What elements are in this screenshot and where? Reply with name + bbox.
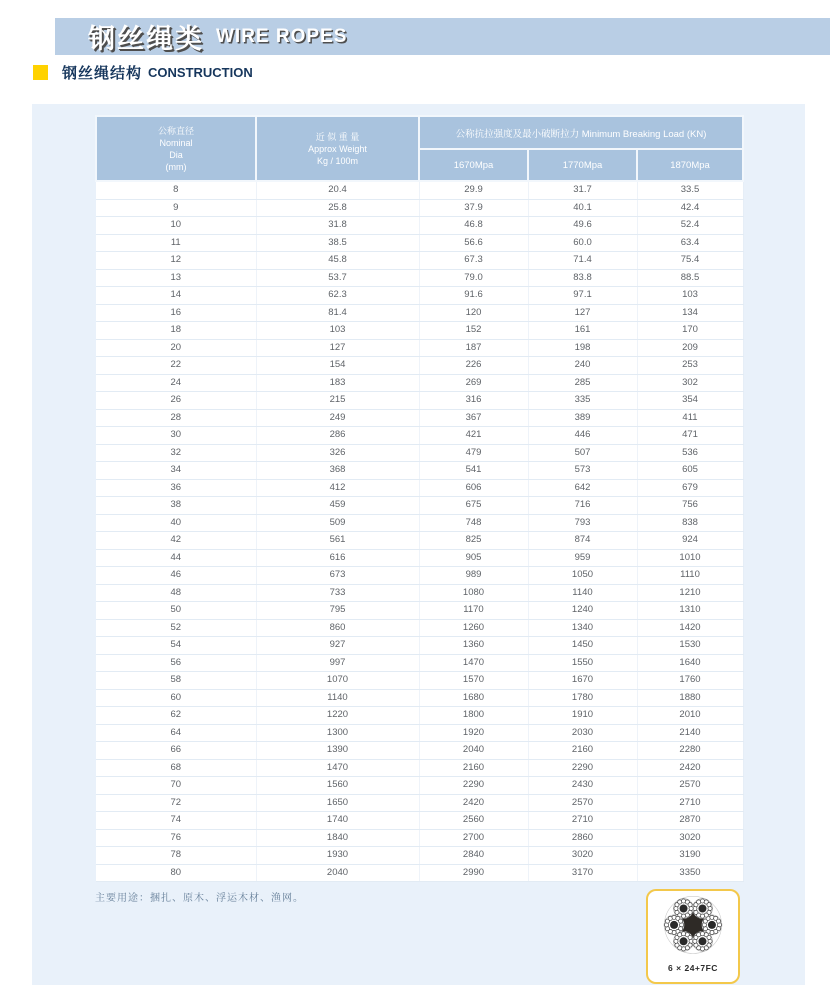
table-row <box>96 409 743 427</box>
cell-dia: 8 <box>96 181 256 199</box>
cell-dia: 46 <box>96 567 256 585</box>
cell-dia: 12 <box>96 252 256 270</box>
cell-weight: 1470 <box>256 759 419 777</box>
table-row <box>96 742 743 760</box>
cell-1670: 56.6 <box>419 234 528 252</box>
cell-dia: 62 <box>96 707 256 725</box>
cell-1670: 2040 <box>419 742 528 760</box>
section-heading <box>33 62 253 82</box>
cell-dia: 30 <box>96 427 256 445</box>
cell-1670: 29.9 <box>419 181 528 199</box>
cell-weight: 412 <box>256 479 419 497</box>
cell-1870: 2710 <box>637 794 743 812</box>
cell-weight: 616 <box>256 549 419 567</box>
table-row <box>96 339 743 357</box>
cell-1870: 33.5 <box>637 181 743 199</box>
cell-1770: 389 <box>528 409 637 427</box>
cell-dia: 44 <box>96 549 256 567</box>
cell-1670: 825 <box>419 532 528 550</box>
cell-weight: 509 <box>256 514 419 532</box>
cell-1770: 2030 <box>528 724 637 742</box>
table-row <box>96 269 743 287</box>
cell-1670: 316 <box>419 392 528 410</box>
cell-1770: 40.1 <box>528 199 637 217</box>
table-row <box>96 794 743 812</box>
cell-weight: 81.4 <box>256 304 419 322</box>
cell-1770: 83.8 <box>528 269 637 287</box>
spec-table-header <box>96 116 743 181</box>
cell-weight: 154 <box>256 357 419 375</box>
table-row <box>96 549 743 567</box>
cell-1870: 605 <box>637 462 743 480</box>
cell-1870: 1210 <box>637 584 743 602</box>
cell-1770: 1340 <box>528 619 637 637</box>
cell-1770: 874 <box>528 532 637 550</box>
cell-1770: 1550 <box>528 654 637 672</box>
cell-1770: 642 <box>528 479 637 497</box>
cell-1870: 679 <box>637 479 743 497</box>
cell-weight: 326 <box>256 444 419 462</box>
cell-1870: 1760 <box>637 672 743 690</box>
cell-dia: 78 <box>96 847 256 865</box>
cell-dia: 80 <box>96 864 256 882</box>
table-row <box>96 357 743 375</box>
cell-weight: 215 <box>256 392 419 410</box>
cell-dia: 9 <box>96 199 256 217</box>
table-row <box>96 392 743 410</box>
cell-1870: 3020 <box>637 829 743 847</box>
cell-1670: 1800 <box>419 707 528 725</box>
cell-dia: 32 <box>96 444 256 462</box>
header-1770mpa: 1770Mpa <box>528 149 637 181</box>
cell-1770: 1670 <box>528 672 637 690</box>
cell-1770: 2710 <box>528 812 637 830</box>
cell-1670: 1360 <box>419 637 528 655</box>
cell-1770: 716 <box>528 497 637 515</box>
cell-weight: 1300 <box>256 724 419 742</box>
cell-1670: 2840 <box>419 847 528 865</box>
cell-weight: 25.8 <box>256 199 419 217</box>
cell-dia: 64 <box>96 724 256 742</box>
table-row <box>96 199 743 217</box>
cell-weight: 1650 <box>256 794 419 812</box>
table-row <box>96 777 743 795</box>
cell-1770: 127 <box>528 304 637 322</box>
cell-1670: 120 <box>419 304 528 322</box>
cell-dia: 58 <box>96 672 256 690</box>
cell-dia: 66 <box>96 742 256 760</box>
cell-1870: 75.4 <box>637 252 743 270</box>
cell-weight: 1740 <box>256 812 419 830</box>
cell-1770: 573 <box>528 462 637 480</box>
table-row <box>96 497 743 515</box>
cell-1870: 1530 <box>637 637 743 655</box>
cell-1870: 253 <box>637 357 743 375</box>
cell-weight: 368 <box>256 462 419 480</box>
table-row <box>96 707 743 725</box>
cell-dia: 60 <box>96 689 256 707</box>
table-row <box>96 427 743 445</box>
cell-1670: 1680 <box>419 689 528 707</box>
cell-dia: 76 <box>96 829 256 847</box>
cell-1770: 1140 <box>528 584 637 602</box>
cell-dia: 56 <box>96 654 256 672</box>
cell-1870: 134 <box>637 304 743 322</box>
cell-1770: 2430 <box>528 777 637 795</box>
cell-1670: 79.0 <box>419 269 528 287</box>
cell-1670: 152 <box>419 322 528 340</box>
cell-weight: 183 <box>256 374 419 392</box>
cell-dia: 40 <box>96 514 256 532</box>
table-row <box>96 322 743 340</box>
page-banner <box>55 18 830 55</box>
cell-1670: 989 <box>419 567 528 585</box>
cell-weight: 459 <box>256 497 419 515</box>
table-row <box>96 584 743 602</box>
cell-1770: 1450 <box>528 637 637 655</box>
cell-weight: 860 <box>256 619 419 637</box>
cell-1870: 924 <box>637 532 743 550</box>
cell-1770: 198 <box>528 339 637 357</box>
cell-dia: 54 <box>96 637 256 655</box>
usage-note: 主要用途：捆扎、原木、浮运木材、渔网。 <box>95 893 304 904</box>
cell-1770: 959 <box>528 549 637 567</box>
cell-1670: 2560 <box>419 812 528 830</box>
table-row <box>96 181 743 199</box>
cell-1870: 471 <box>637 427 743 445</box>
banner-title-en: WIRE ROPES <box>216 25 348 47</box>
banner-title-zh: 钢丝绳类 <box>88 24 204 54</box>
cell-weight: 561 <box>256 532 419 550</box>
cell-1870: 302 <box>637 374 743 392</box>
cell-1870: 354 <box>637 392 743 410</box>
cell-dia: 34 <box>96 462 256 480</box>
cell-dia: 50 <box>96 602 256 620</box>
spec-table <box>95 115 744 882</box>
cell-weight: 1070 <box>256 672 419 690</box>
cell-1670: 675 <box>419 497 528 515</box>
cell-1670: 1570 <box>419 672 528 690</box>
table-row <box>96 479 743 497</box>
cell-weight: 45.8 <box>256 252 419 270</box>
cell-1670: 479 <box>419 444 528 462</box>
cell-dia: 24 <box>96 374 256 392</box>
rope-cross-section-icon <box>654 894 732 962</box>
cell-1670: 1080 <box>419 584 528 602</box>
table-row <box>96 847 743 865</box>
cell-1870: 1880 <box>637 689 743 707</box>
table-row <box>96 829 743 847</box>
table-row <box>96 444 743 462</box>
table-row <box>96 567 743 585</box>
cell-weight: 1930 <box>256 847 419 865</box>
cell-dia: 22 <box>96 357 256 375</box>
cell-1870: 2280 <box>637 742 743 760</box>
cell-dia: 14 <box>96 287 256 305</box>
cell-1770: 2290 <box>528 759 637 777</box>
cell-1770: 1910 <box>528 707 637 725</box>
cell-dia: 10 <box>96 217 256 235</box>
cell-1870: 2870 <box>637 812 743 830</box>
cell-1770: 1780 <box>528 689 637 707</box>
cell-1870: 209 <box>637 339 743 357</box>
cell-weight: 733 <box>256 584 419 602</box>
spec-table-body <box>96 181 743 882</box>
table-row <box>96 637 743 655</box>
cell-1770: 97.1 <box>528 287 637 305</box>
table-row <box>96 217 743 235</box>
cell-1770: 3170 <box>528 864 637 882</box>
table-row <box>96 514 743 532</box>
cell-1870: 42.4 <box>637 199 743 217</box>
table-row <box>96 759 743 777</box>
cell-dia: 72 <box>96 794 256 812</box>
cell-weight: 249 <box>256 409 419 427</box>
cell-weight: 673 <box>256 567 419 585</box>
cell-dia: 36 <box>96 479 256 497</box>
cell-1670: 37.9 <box>419 199 528 217</box>
cell-dia: 38 <box>96 497 256 515</box>
cell-weight: 53.7 <box>256 269 419 287</box>
cell-weight: 1140 <box>256 689 419 707</box>
cell-1670: 1470 <box>419 654 528 672</box>
cell-dia: 11 <box>96 234 256 252</box>
cell-1670: 606 <box>419 479 528 497</box>
header-approx-weight: 近 似 重 量 Approx Weight Kg / 100m <box>256 116 419 181</box>
cell-1670: 67.3 <box>419 252 528 270</box>
cell-1770: 2570 <box>528 794 637 812</box>
cell-1870: 2570 <box>637 777 743 795</box>
cell-1670: 421 <box>419 427 528 445</box>
cell-weight: 62.3 <box>256 287 419 305</box>
cell-1670: 46.8 <box>419 217 528 235</box>
table-row <box>96 532 743 550</box>
table-row <box>96 672 743 690</box>
cell-1870: 1110 <box>637 567 743 585</box>
cell-1670: 1170 <box>419 602 528 620</box>
cell-weight: 795 <box>256 602 419 620</box>
cell-1770: 1240 <box>528 602 637 620</box>
header-1670mpa: 1670Mpa <box>419 149 528 181</box>
cell-dia: 13 <box>96 269 256 287</box>
cell-1670: 905 <box>419 549 528 567</box>
table-row <box>96 812 743 830</box>
cell-dia: 20 <box>96 339 256 357</box>
cell-1670: 1920 <box>419 724 528 742</box>
cell-dia: 16 <box>96 304 256 322</box>
cell-1670: 2700 <box>419 829 528 847</box>
cell-weight: 20.4 <box>256 181 419 199</box>
table-row <box>96 287 743 305</box>
cell-1870: 1310 <box>637 602 743 620</box>
table-row <box>96 689 743 707</box>
cell-1670: 748 <box>419 514 528 532</box>
cell-1870: 536 <box>637 444 743 462</box>
cell-1770: 285 <box>528 374 637 392</box>
cell-1770: 31.7 <box>528 181 637 199</box>
table-row <box>96 234 743 252</box>
cell-weight: 286 <box>256 427 419 445</box>
cell-1770: 1050 <box>528 567 637 585</box>
cell-1670: 541 <box>419 462 528 480</box>
cell-1770: 2160 <box>528 742 637 760</box>
cell-dia: 74 <box>96 812 256 830</box>
cell-1770: 161 <box>528 322 637 340</box>
cell-weight: 1390 <box>256 742 419 760</box>
cell-1870: 2140 <box>637 724 743 742</box>
cell-weight: 1220 <box>256 707 419 725</box>
table-row <box>96 724 743 742</box>
cell-1670: 226 <box>419 357 528 375</box>
cell-1870: 103 <box>637 287 743 305</box>
cell-weight: 1560 <box>256 777 419 795</box>
cell-1670: 2160 <box>419 759 528 777</box>
cell-1870: 52.4 <box>637 217 743 235</box>
cell-dia: 68 <box>96 759 256 777</box>
section-title-en: CONSTRUCTION <box>148 64 253 80</box>
cell-1670: 2990 <box>419 864 528 882</box>
cell-1870: 63.4 <box>637 234 743 252</box>
cell-1670: 2420 <box>419 794 528 812</box>
cell-weight: 31.8 <box>256 217 419 235</box>
rope-caption: 6 × 24+7FC <box>668 963 718 973</box>
table-row <box>96 304 743 322</box>
cell-1770: 335 <box>528 392 637 410</box>
cell-dia: 48 <box>96 584 256 602</box>
table-row <box>96 602 743 620</box>
cell-1870: 1010 <box>637 549 743 567</box>
cell-dia: 52 <box>96 619 256 637</box>
cell-dia: 18 <box>96 322 256 340</box>
cell-weight: 927 <box>256 637 419 655</box>
rope-card <box>646 889 740 984</box>
cell-1870: 3190 <box>637 847 743 865</box>
table-row <box>96 252 743 270</box>
cell-1870: 411 <box>637 409 743 427</box>
cell-1770: 60.0 <box>528 234 637 252</box>
cell-1870: 88.5 <box>637 269 743 287</box>
cell-1870: 1640 <box>637 654 743 672</box>
table-row <box>96 619 743 637</box>
cell-1670: 269 <box>419 374 528 392</box>
cell-1770: 71.4 <box>528 252 637 270</box>
table-row <box>96 374 743 392</box>
cell-1670: 2290 <box>419 777 528 795</box>
table-row <box>96 654 743 672</box>
cell-1770: 2860 <box>528 829 637 847</box>
cell-1870: 756 <box>637 497 743 515</box>
cell-dia: 26 <box>96 392 256 410</box>
cell-1870: 3350 <box>637 864 743 882</box>
cell-1770: 446 <box>528 427 637 445</box>
cell-weight: 2040 <box>256 864 419 882</box>
cell-dia: 70 <box>96 777 256 795</box>
cell-dia: 28 <box>96 409 256 427</box>
cell-dia: 42 <box>96 532 256 550</box>
cell-weight: 127 <box>256 339 419 357</box>
cell-1770: 507 <box>528 444 637 462</box>
table-row <box>96 462 743 480</box>
cell-1870: 1420 <box>637 619 743 637</box>
header-nominal-dia: 公称直径 Nominal Dia (mm) <box>96 116 256 181</box>
cell-1770: 240 <box>528 357 637 375</box>
cell-1670: 367 <box>419 409 528 427</box>
cell-1670: 187 <box>419 339 528 357</box>
section-title-zh: 钢丝绳结构 <box>62 64 143 82</box>
cell-1870: 2420 <box>637 759 743 777</box>
cell-weight: 103 <box>256 322 419 340</box>
cell-weight: 38.5 <box>256 234 419 252</box>
header-1870mpa: 1870Mpa <box>637 149 743 181</box>
cell-1870: 838 <box>637 514 743 532</box>
cell-1670: 1260 <box>419 619 528 637</box>
cell-weight: 997 <box>256 654 419 672</box>
cell-1870: 170 <box>637 322 743 340</box>
cell-1870: 2010 <box>637 707 743 725</box>
cell-1770: 49.6 <box>528 217 637 235</box>
yellow-bullet-icon <box>33 65 48 80</box>
cell-1670: 91.6 <box>419 287 528 305</box>
table-row <box>96 864 743 882</box>
cell-weight: 1840 <box>256 829 419 847</box>
header-breaking-load-group: 公称抗拉强度及最小破断拉力 Minimum Breaking Load (KN) <box>419 116 743 149</box>
cell-1770: 3020 <box>528 847 637 865</box>
cell-1770: 793 <box>528 514 637 532</box>
